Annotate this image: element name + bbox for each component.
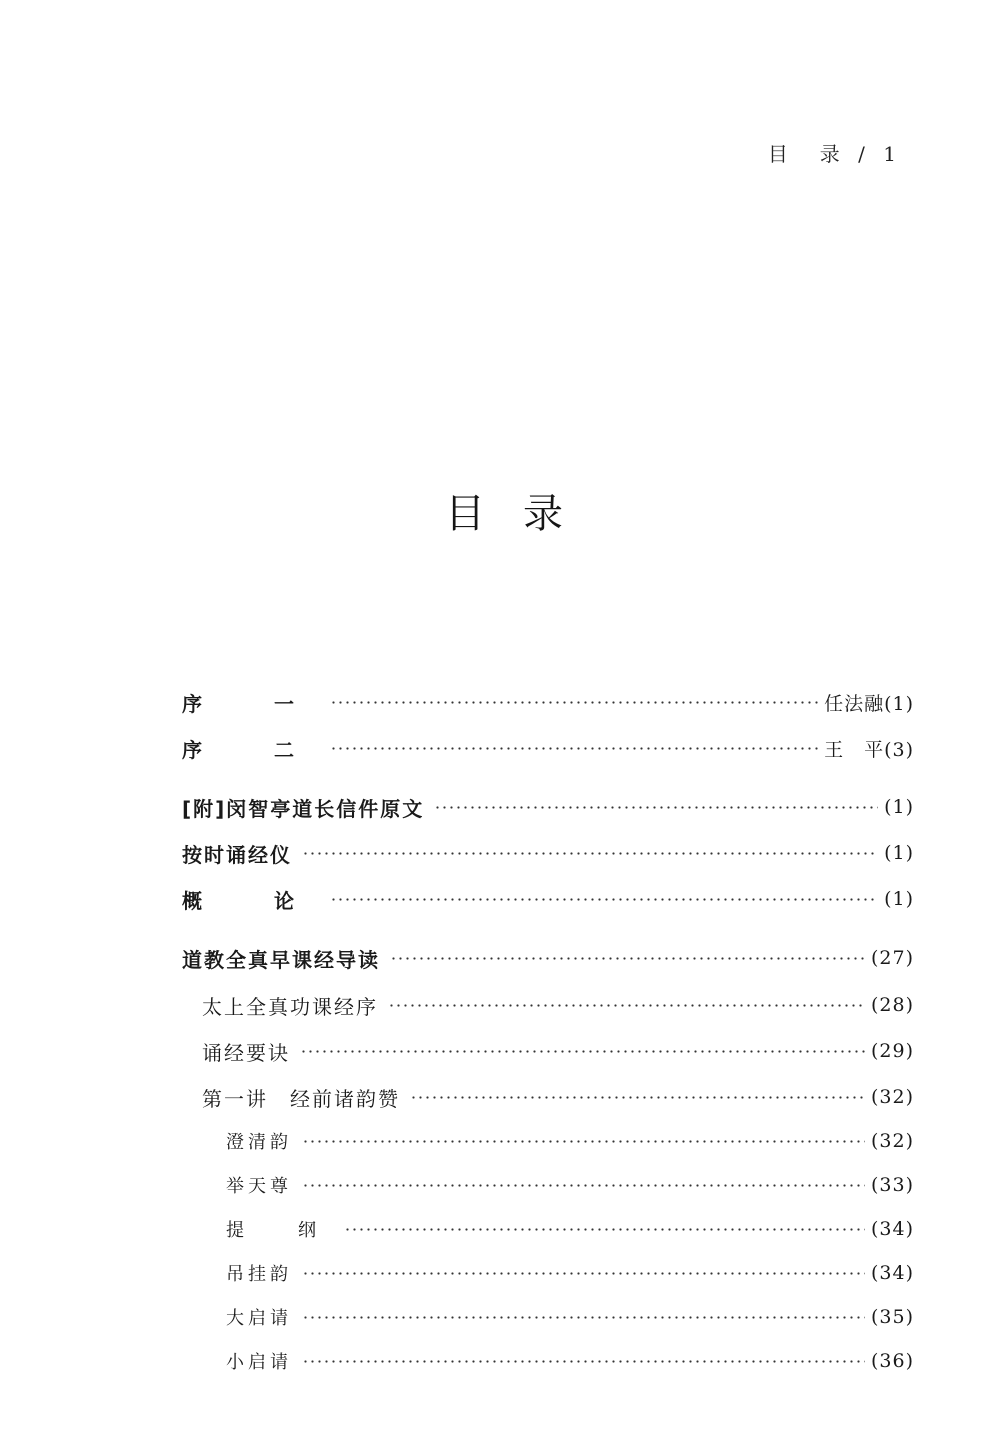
toc-entry-page: (33)	[870, 1174, 914, 1196]
toc-entry-preface-2[interactable]	[182, 732, 914, 764]
dot-leader	[302, 1140, 865, 1143]
dot-leader	[330, 898, 878, 901]
dot-leader	[434, 806, 878, 809]
dot-leader	[302, 852, 878, 855]
toc-entry-morning-scripture-guide[interactable]	[182, 942, 914, 974]
toc-entry-title: 吊挂韵	[226, 1264, 292, 1285]
toc-entry-page: (1)	[884, 842, 914, 864]
toc-entry-page: 任法融(1)	[824, 692, 914, 715]
toc-entry-page: (32)	[870, 1130, 914, 1152]
toc-entry-scripture-preface[interactable]	[202, 989, 914, 1021]
toc-entry-chengqing-yun[interactable]	[226, 1125, 914, 1157]
toc-entry-diaogua-yun[interactable]	[226, 1257, 914, 1289]
toc-entry-title: 澄清韵	[226, 1132, 292, 1153]
dot-leader	[302, 1272, 865, 1275]
toc-entry-recitation-essentials[interactable]	[202, 1035, 914, 1067]
toc-entry-title: 序 一	[182, 691, 320, 716]
dot-leader	[302, 1184, 865, 1187]
toc-entry-appendix-letter[interactable]	[182, 791, 914, 823]
dot-leader	[410, 1096, 865, 1099]
toc-entry-page: (29)	[870, 1040, 914, 1062]
toc-entry-recitation-ritual[interactable]	[182, 837, 914, 869]
toc-entry-page: (1)	[884, 796, 914, 818]
toc-entry-preface-1[interactable]	[182, 686, 914, 718]
toc-entry-overview[interactable]	[182, 883, 914, 915]
toc-entry-page: (28)	[870, 994, 914, 1016]
running-head: 目 录 / 1	[767, 142, 902, 166]
toc-entry-da-qiqing[interactable]	[226, 1301, 914, 1333]
dot-leader	[344, 1228, 865, 1231]
toc-entry-ju-tianzun[interactable]	[226, 1169, 914, 1201]
toc-entry-title: 诵经要诀	[202, 1040, 290, 1065]
dot-leader	[302, 1316, 865, 1319]
toc-entry-page: (36)	[870, 1350, 914, 1372]
toc-entry-page: (34)	[870, 1218, 914, 1240]
toc-entry-title: 概 论	[182, 888, 320, 913]
toc-entry-lecture-1[interactable]	[202, 1081, 914, 1113]
toc-entry-title: 太上全真功课经序	[202, 994, 378, 1019]
toc-entry-page: (1)	[884, 888, 914, 910]
toc-entry-page: (32)	[870, 1086, 914, 1108]
toc-entry-title: 提 纲	[226, 1220, 334, 1241]
toc-entry-xiao-qiqing[interactable]	[226, 1345, 914, 1377]
toc-entry-title: 按时诵经仪	[182, 842, 292, 867]
dot-leader	[388, 1004, 865, 1007]
toc-entry-title: 序 二	[182, 737, 320, 762]
toc-entry-title: 第一讲 经前诸韵赞	[202, 1086, 400, 1111]
toc-entry-page: (34)	[870, 1262, 914, 1284]
dot-leader	[330, 701, 818, 704]
toc-entry-title: 小启请	[226, 1352, 292, 1373]
dot-leader	[300, 1050, 865, 1053]
dot-leader	[390, 957, 865, 960]
toc-entry-title: 举天尊	[226, 1176, 292, 1197]
toc-entry-page: (27)	[870, 947, 914, 969]
toc-entry-title: [附]闵智亭道长信件原文	[182, 796, 425, 821]
page-title: 目录	[445, 491, 601, 537]
toc-entry-title: 道教全真早课经导读	[182, 947, 380, 972]
toc-entry-page: 王 平(3)	[824, 738, 914, 761]
toc-entry-page: (35)	[870, 1306, 914, 1328]
toc-entry-title: 大启请	[226, 1308, 292, 1329]
dot-leader	[302, 1360, 865, 1363]
dot-leader	[330, 747, 818, 750]
toc-entry-tigang[interactable]	[226, 1213, 914, 1245]
